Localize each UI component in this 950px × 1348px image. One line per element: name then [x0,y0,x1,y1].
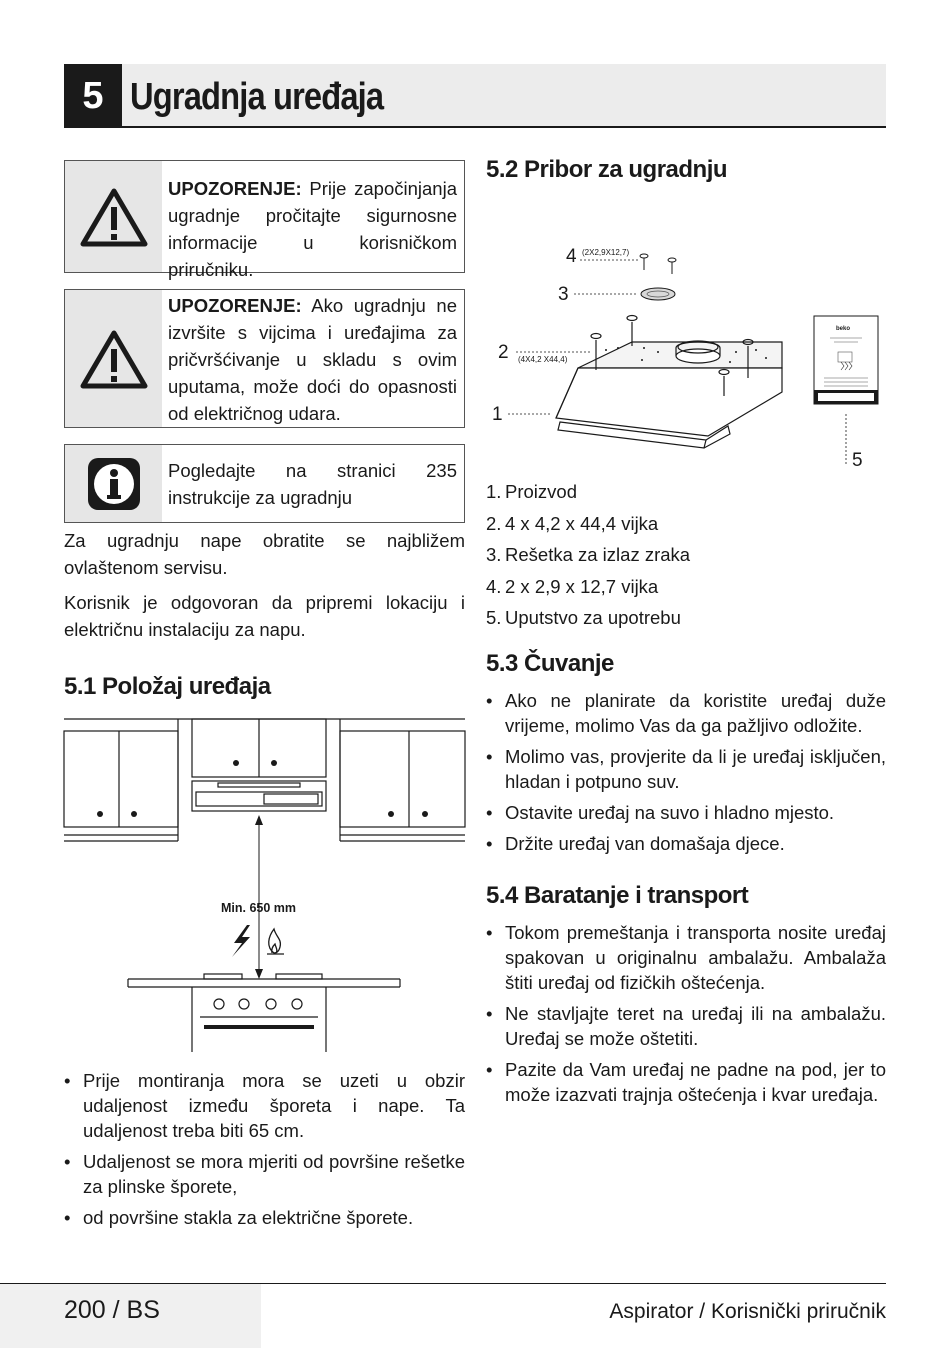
warning-label: UPOZORENJE: [168,178,302,199]
list-item: • Ne stavljajte teret na uređaj ili na ambalažu. Uređaj se može oštetiti. [486,1001,886,1051]
warning-triangle-icon [65,161,162,272]
list-item: • Držite uređaj van domašaja djece. [486,831,886,856]
list-item: • Udaljenost se mora mjeriti od površine rešetke za plinske šporete, [64,1149,465,1199]
list-item: 5. Uputstvo za upotrebu [486,607,681,628]
list-item: • od površine stakla za električne šporete. [64,1205,465,1230]
list-item: • Ostavite uređaj na suvo i hladno mjesto. [486,800,886,825]
info-text: Pogledajte na stranici 235 instrukcije za ugradnju [168,460,457,508]
air-grille-icon [641,288,675,300]
warning-label: UPOZORENJE: [168,295,302,316]
callout-1: 1 [492,404,503,425]
left-column [64,160,465,1236]
electric-icon [232,925,250,957]
info-box [64,444,465,523]
page-number: 200 / BS [64,1296,160,1324]
list-item: • Pazite da Vam uređaj ne padne na pod, jer to može izazvati trajnja oštećenja i kvar uređaja. [486,1057,886,1107]
list-item: 4. 2 x 2,9 x 12,7 vijka [486,575,659,597]
section-title: Ugradnja uređaja [130,76,384,118]
hood-position-diagram [64,717,465,1052]
accessories-diagram [486,190,886,471]
s51-bullet-list [64,1068,465,1230]
list-item: • Molimo vas, provjerite da li je uređaj isključen, hladan i potpuno suv. [486,744,886,794]
hood-product-icon [556,316,782,449]
section-header [64,64,886,128]
s54-bullet-list [486,920,886,1107]
heading-5-2: 5.2 Pribor za ugradnju [486,156,728,183]
user-manual-icon [814,316,878,404]
accessories-list [486,476,886,634]
gas-flame-icon [267,929,284,954]
min-distance-label: Min. 650 mm [221,901,297,915]
intro-paragraph-2: Korisnik je odgovoran da pripremi lokaciju i električnu instalaciju za napu. [64,592,465,640]
callout-2: 2 [498,342,509,363]
callout-2-spec: (4X4,2 X44,4) [518,355,568,364]
callout-4-spec: (2X2,9X12,7) [582,248,630,257]
callout-5: 5 [852,450,863,471]
list-item: 2. 4 x 4,2 x 44,4 vijka [486,512,659,534]
warning-text-1: UPOZORENJE: Prije započinjanja ugradnje pročitajte sigurnosne informacije u korisničkom priručniku. [168,178,457,280]
info-icon [65,445,162,522]
right-column [486,152,886,1113]
intro-paragraph-1: Za ugradnju nape obratite se najbližem ovlaštenom servisu. [64,530,465,578]
heading-5-4: 5.4 Baratanje i transport [486,881,749,909]
heading-5-3: 5.3 Čuvanje [486,649,614,677]
document-title: Aspirator / Korisnički priručnik [609,1300,886,1323]
list-item: • Tokom premeštanja i transporta nosite uređaj spakovan u originalnu ambalažu. Ambalaža štiti uređaj od fizičkih oštećenja. [486,920,886,995]
warning-triangle-icon [65,290,162,427]
list-item: • Prije montiranja mora se uzeti u obzir udaljenost između šporeta i nape. Ta udaljenost treba biti 65 cm. [64,1068,465,1143]
s53-bullet-list [486,688,886,856]
heading-5-1: 5.1 Položaj uređaja [64,673,271,700]
warning-box-2 [64,289,465,428]
list-item: 1. Proizvod [486,481,577,502]
list-item: 3. Rešetka za izlaz zraka [486,544,691,565]
small-screw-icon [640,254,676,274]
section-number: 5 [64,64,122,128]
warning-text-2: UPOZORENJE: Ako ugradnju ne izvršite s vijcima i uređajima za pričvršćivanje u skladu s ovim uputama, može doći do opasnosti od električnog udara. [168,295,457,424]
warning-box-1 [64,160,465,280]
list-item: • Ako ne planirate da koristite uređaj duže vrijeme, molimo Vas da ga pažljivo odložite. [486,688,886,738]
manual-brand: beko [836,326,851,332]
callout-4: 4 [566,246,577,267]
callout-3: 3 [558,284,569,305]
